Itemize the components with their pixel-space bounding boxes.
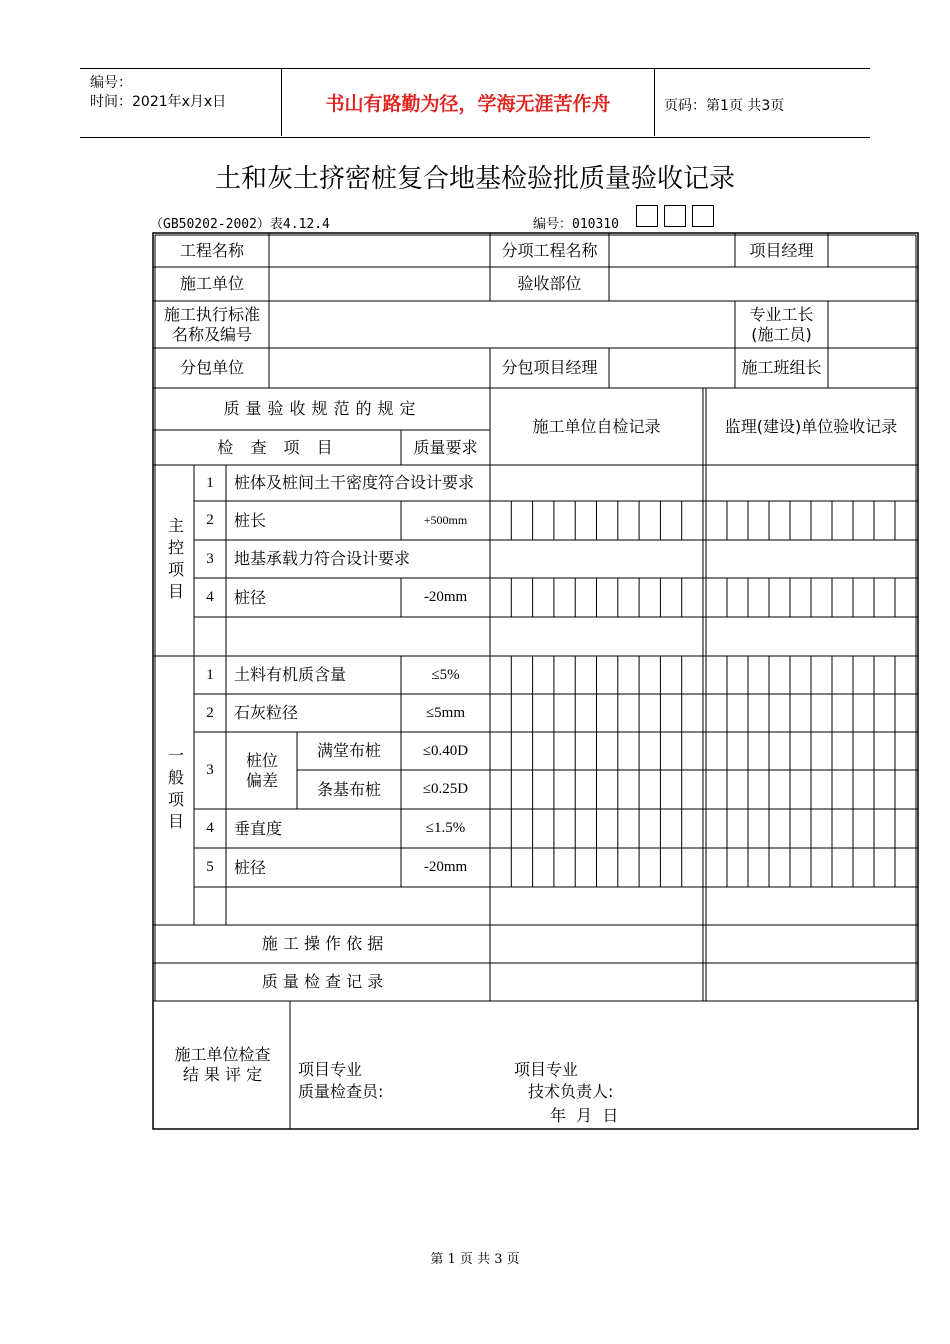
spec-header: 质量验收规范的规定 bbox=[223, 399, 422, 418]
general-item-req: ≤5% bbox=[431, 666, 460, 683]
form-number: 编号：010310 bbox=[533, 217, 619, 232]
acceptance-part-field[interactable] bbox=[609, 267, 916, 301]
result-label-line1: 施工单位检查 bbox=[174, 1045, 271, 1064]
standard-ref: （GB50202-2002）表4.12.4 bbox=[150, 217, 330, 232]
result-label-line2: 结 果 评 定 bbox=[182, 1065, 263, 1084]
general-item-name: 石灰粒径 bbox=[234, 703, 299, 722]
sub-manager-label: 分包项目经理 bbox=[501, 358, 598, 377]
acceptance-part-label: 验收部位 bbox=[517, 274, 582, 293]
general-item-req: ≤0.40D bbox=[422, 742, 469, 759]
general-item-name: 桩位偏差 bbox=[245, 750, 278, 790]
main-item-req: +500mm bbox=[423, 513, 468, 527]
general-item-name: 垂直度 bbox=[234, 818, 283, 838]
main-item-name: 地基承载力符合设计要求 bbox=[234, 549, 411, 568]
operation-basis-label: 施 工 操 作 依 据 bbox=[261, 934, 384, 953]
team-leader-field[interactable] bbox=[828, 348, 916, 388]
main-item-req: -20mm bbox=[423, 589, 468, 606]
time-label: 时间：2021年x月x日 bbox=[90, 94, 227, 110]
result-date: 年 月 日 bbox=[550, 1106, 619, 1125]
page-footer: 第 1 页 共 3 页 bbox=[430, 1252, 520, 1267]
foreman-line1: 专业工长 bbox=[749, 304, 814, 324]
general-item-req: ≤1.5% bbox=[425, 820, 466, 837]
operation-basis-field[interactable] bbox=[490, 925, 916, 963]
standard-name-line2: 名称及编号 bbox=[171, 324, 252, 344]
general-item-no: 3 bbox=[206, 762, 214, 779]
tech-line1: 项目专业 bbox=[514, 1060, 579, 1079]
sub-project-field[interactable] bbox=[609, 235, 735, 267]
result-label bbox=[155, 1001, 290, 1129]
page-title: 土和灰土挤密桩复合地基检验批质量验收记录 bbox=[214, 164, 735, 194]
foreman-line2: (施工员) bbox=[751, 324, 812, 344]
main-item-name: 桩长 bbox=[234, 510, 267, 530]
construction-unit-field[interactable] bbox=[269, 267, 490, 301]
general-item-no: 2 bbox=[206, 704, 214, 721]
main-item-no: 2 bbox=[206, 512, 214, 529]
general-items-label: 一般项目 bbox=[165, 746, 185, 835]
supervision-header: 监理(建设)单位验收记录 bbox=[724, 416, 898, 436]
foreman-label bbox=[735, 301, 828, 348]
sub-manager-field[interactable] bbox=[609, 348, 735, 388]
team-leader-label: 施工班组长 bbox=[741, 358, 822, 377]
motto: 书山有路勤为径，学海无涯苦作舟 bbox=[325, 92, 611, 115]
inspector-line1: 项目专业 bbox=[298, 1060, 363, 1079]
main-item-no: 4 bbox=[206, 589, 214, 606]
general-item-no: 1 bbox=[206, 666, 214, 683]
general-item-subname: 满堂布桩 bbox=[316, 741, 381, 760]
quality-record-label: 质 量 检 查 记 录 bbox=[261, 972, 384, 991]
main-items-label: 主控项目 bbox=[165, 516, 185, 605]
standard-name-field[interactable] bbox=[269, 301, 735, 348]
general-item-no: 5 bbox=[206, 859, 214, 876]
main-item-no: 3 bbox=[206, 550, 214, 567]
page-info: 页码：第1页 共3页 bbox=[664, 98, 785, 114]
main-item-no: 1 bbox=[206, 474, 214, 491]
tech-lead bbox=[514, 1059, 613, 1103]
construction-unit-label: 施工单位 bbox=[179, 274, 244, 293]
main-item-name: 桩径 bbox=[234, 587, 267, 607]
main-item-name: 桩体及桩间土干密度符合设计要求 bbox=[234, 473, 475, 492]
standard-name-label bbox=[155, 301, 269, 348]
quality-inspector bbox=[298, 1059, 383, 1103]
general-item-name: 桩径 bbox=[234, 857, 267, 877]
subcontractor-label: 分包单位 bbox=[179, 358, 244, 377]
general-item-name: 土料有机质含量 bbox=[234, 665, 347, 684]
sub-project-label: 分项工程名称 bbox=[501, 241, 598, 260]
inspector-line2: 质量检查员: bbox=[298, 1082, 384, 1101]
general-item-req: -20mm bbox=[423, 859, 468, 876]
general-item-no: 4 bbox=[206, 820, 214, 837]
project-name-field[interactable] bbox=[269, 235, 490, 267]
project-manager-field[interactable] bbox=[828, 235, 916, 267]
tech-line2: 技术负责人: bbox=[528, 1082, 614, 1101]
general-item-subname: 条基布桩 bbox=[316, 779, 381, 799]
general-item-req: ≤0.25D bbox=[422, 781, 469, 798]
quality-record-field[interactable] bbox=[490, 963, 916, 1001]
project-manager-label: 项目经理 bbox=[749, 241, 814, 260]
items-header: 检 查 项 目 bbox=[217, 437, 339, 457]
requirement-header: 质量要求 bbox=[413, 437, 478, 457]
general-item-req: ≤5mm bbox=[425, 704, 466, 721]
standard-name-line1: 施工执行标准 bbox=[163, 304, 260, 324]
number-label: 编号： bbox=[90, 75, 132, 91]
subcontractor-field[interactable] bbox=[269, 348, 490, 388]
project-name-label: 工程名称 bbox=[179, 241, 244, 260]
self-check-header: 施工单位自检记录 bbox=[532, 416, 661, 436]
foreman-field[interactable] bbox=[828, 301, 916, 348]
